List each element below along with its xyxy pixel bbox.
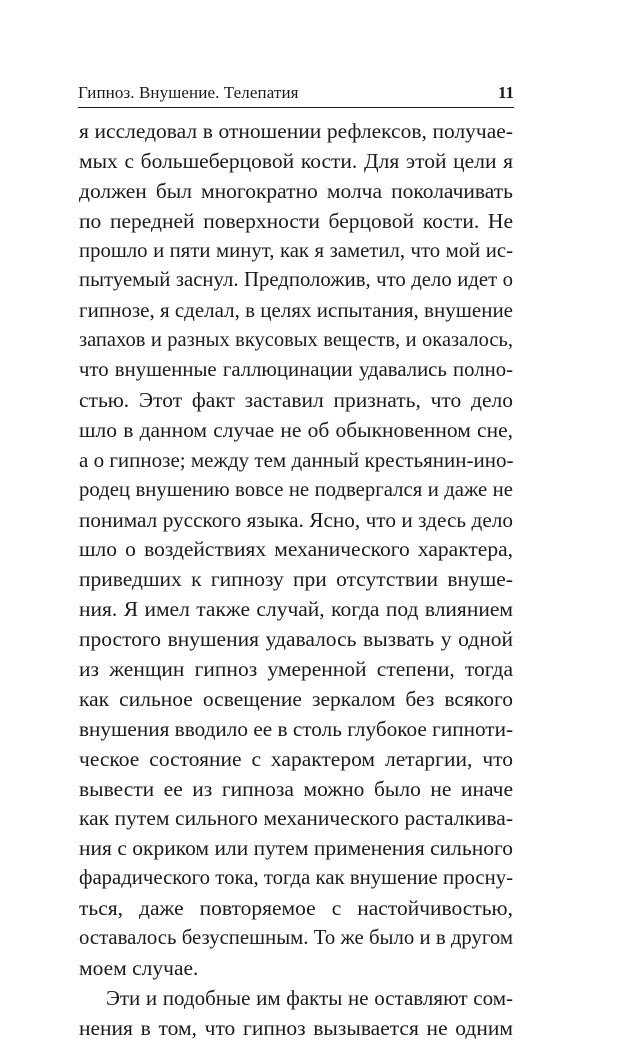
running-head <box>78 83 514 107</box>
text-line: моем случае. <box>79 955 199 980</box>
text-line: ться, даже повторяемое с настойчивостью, <box>79 896 513 921</box>
text-line: что внушенные галлюцинации удавались полно- <box>79 359 513 382</box>
text-line: должен был многократно молча поколачивать <box>79 178 513 203</box>
text-line: ния с окриком или путем применения сильного <box>79 836 513 861</box>
page-number: 11 <box>497 83 514 102</box>
text-line: приведших к гипнозу при отсутствии внуше- <box>79 567 513 592</box>
text-line: нения в том, что гипноз вызывается не одним <box>79 1015 513 1040</box>
text-line: ческое состояние с характером летаргии, что <box>79 746 513 771</box>
paragraph-2 <box>79 984 513 1044</box>
text-line: ния. Я имел также случай, когда под влиянием <box>79 597 513 622</box>
text-line: фарадического тока, тогда как внушение просну- <box>79 867 513 890</box>
text-line: вывести ее из гипноза можно было не иначе <box>79 776 513 801</box>
header-rule <box>78 107 514 108</box>
text-line: шло о воздействиях механического характера, <box>79 537 513 562</box>
running-title: Гипноз. Внушение. Телепатия <box>78 83 299 102</box>
text-line: Эти и подобные им факты не оставляют сом- <box>106 985 513 1010</box>
text-line: по передней поверхности берцовой кости. Не <box>79 208 513 233</box>
text-line: гипнозе, я сделал, в целях испытания, внушение <box>79 298 513 323</box>
text-line: а о гипнозе; между тем данный крестьянин-ино- <box>79 447 514 472</box>
text-line: запахов и разных вкусовых веществ, и оказалось, <box>79 329 513 352</box>
text-line: мых с большеберцовой кости. Для этой цели я <box>79 148 513 173</box>
text-line: я исследовал в отношении рефлексов, получае- <box>79 119 513 143</box>
text-line: как сильное освещение зеркалом без всякого <box>79 686 513 711</box>
text-line: оставалось безуспешным. То же было и в другом <box>79 927 513 950</box>
body-text <box>79 117 513 1044</box>
paragraph-1 <box>79 117 513 984</box>
text-line: из женщин гипноз умеренной степени, тогда <box>79 657 513 682</box>
text-line: прошло и пяти минут, как я заметил, что мой ис- <box>79 239 513 262</box>
text-line: стью. Этот факт заставил признать, что дело <box>79 388 513 413</box>
text-line: шло в данном случае не об обыкновенном сне, <box>79 417 513 442</box>
text-line: внушения вводило ее в столь глубокое гипноти- <box>79 716 514 741</box>
text-line: понимал русского языка. Ясно, что и здесь дело <box>79 507 513 532</box>
text-line: пытуемый заснул. Предположив, что дело идет о <box>79 269 513 292</box>
text-line: родец внушению вовсе не подвергался и даже не <box>79 478 513 501</box>
text-line: простого внушения удавалось вызвать у одной <box>79 627 513 652</box>
text-line: как путем сильного механического расталкива- <box>79 806 513 831</box>
